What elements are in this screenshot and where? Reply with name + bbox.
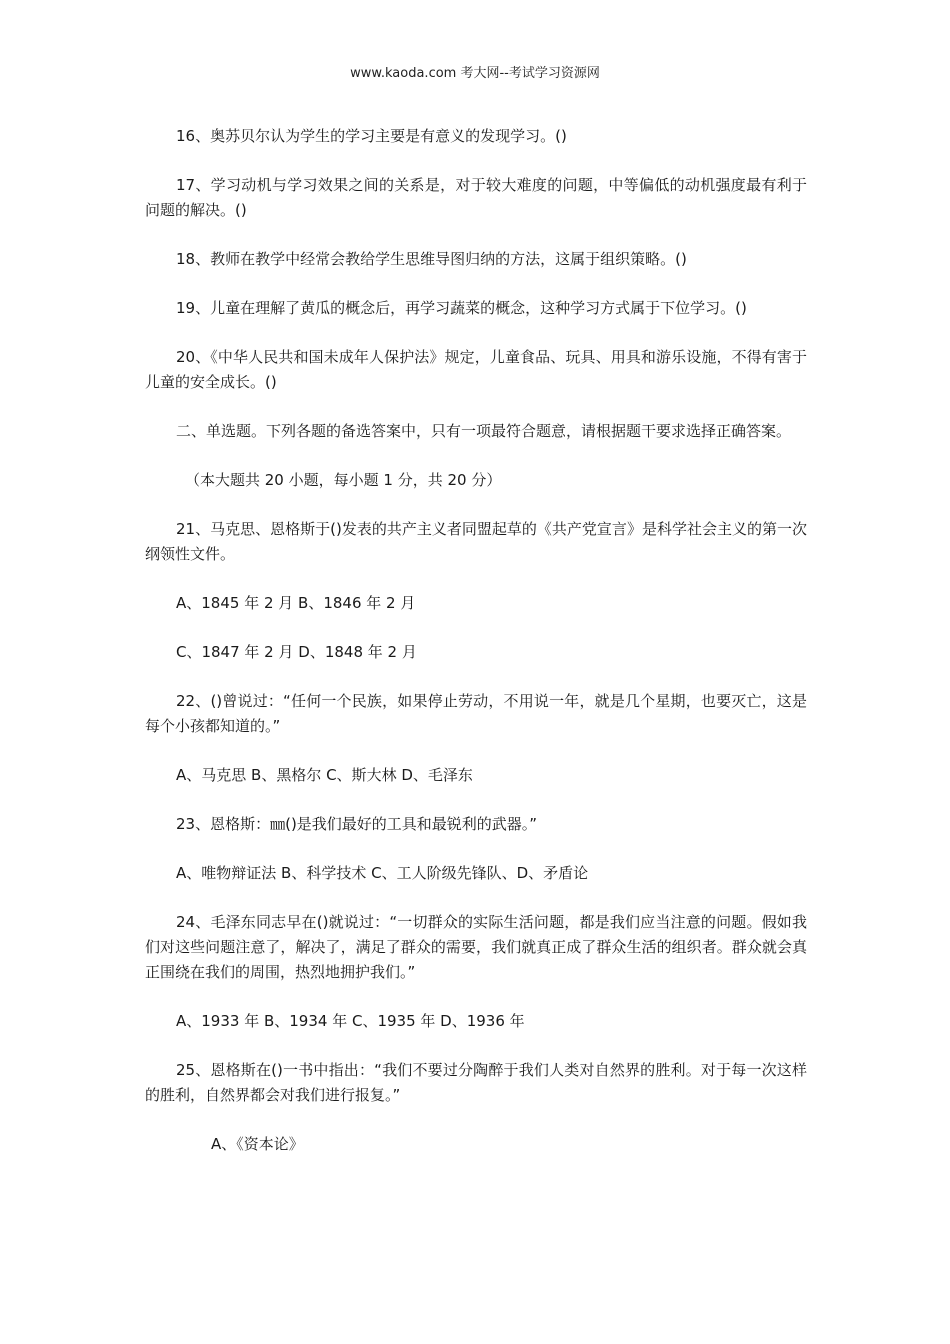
question-21-options-ab: A、1845 年 2 月 B、1846 年 2 月 <box>176 594 416 612</box>
question-25: 25、恩格斯在()一书中指出：“我们不要过分陶醉于我们人类对自然界的胜利。对于每一次这样的胜利，自然界都会对我们进行报复。” <box>145 1061 807 1104</box>
question-23: 23、恩格斯：㎜()是我们最好的工具和最锐利的武器。” <box>176 815 538 833</box>
section-note: （本大题共 20 小题，每小题 1 分，共 20 分） <box>185 471 502 489</box>
question-24-options: A、1933 年 B、1934 年 C、1935 年 D、1936 年 <box>176 1012 525 1030</box>
question-23-options: A、唯物辩证法 B、科学技术 C、工人阶级先锋队、D、矛盾论 <box>176 864 589 882</box>
question-20: 20、《中华人民共和国未成年人保护法》规定，儿童食品、玩具、用具和游乐设施，不得有害于儿童的安全成长。() <box>145 348 807 391</box>
question-24: 24、毛泽东同志早在()就说过：“一切群众的实际生活问题，都是我们应当注意的问题。假如我们对这些问题注意了，解决了，满足了群众的需要，我们就真正成了群众生活的组织者。群众就会真正围绕在我们的周围，热烈地拥护我们。” <box>145 913 807 981</box>
question-18: 18、教师在教学中经常会教给学生思维导图归纳的方法，这属于组织策略。() <box>176 250 687 268</box>
section-heading: 二、单选题。下列各题的备选答案中，只有一项最符合题意，请根据题干要求选择正确答案。 <box>176 422 792 440</box>
question-21: 21、马克思、恩格斯于()发表的共产主义者同盟起草的《共产党宣言》是科学社会主义的第一次纲领性文件。 <box>145 520 807 563</box>
question-21-options-cd: C、1847 年 2 月 D、1848 年 2 月 <box>176 643 417 661</box>
question-17: 17、学习动机与学习效果之间的关系是，对于较大难度的问题，中等偏低的动机强度最有利于问题的解决。() <box>145 176 807 219</box>
question-22: 22、()曾说过：“任何一个民族，如果停止劳动，不用说一年，就是几个星期，也要灭亡，这是每个小孩都知道的。” <box>145 692 807 735</box>
question-25-option-a: A、《资本论》 <box>211 1135 304 1153</box>
document-body <box>145 124 807 1157</box>
question-19: 19、儿童在理解了黄瓜的概念后，再学习蔬菜的概念，这种学习方式属于下位学习。() <box>176 299 747 317</box>
question-16: 16、奥苏贝尔认为学生的学习主要是有意义的发现学习。() <box>176 127 567 145</box>
question-22-options: A、马克思 B、黑格尔 C、斯大林 D、毛泽东 <box>176 766 473 784</box>
page-header: www.kaoda.com 考大网--考试学习资源网 <box>350 66 600 81</box>
